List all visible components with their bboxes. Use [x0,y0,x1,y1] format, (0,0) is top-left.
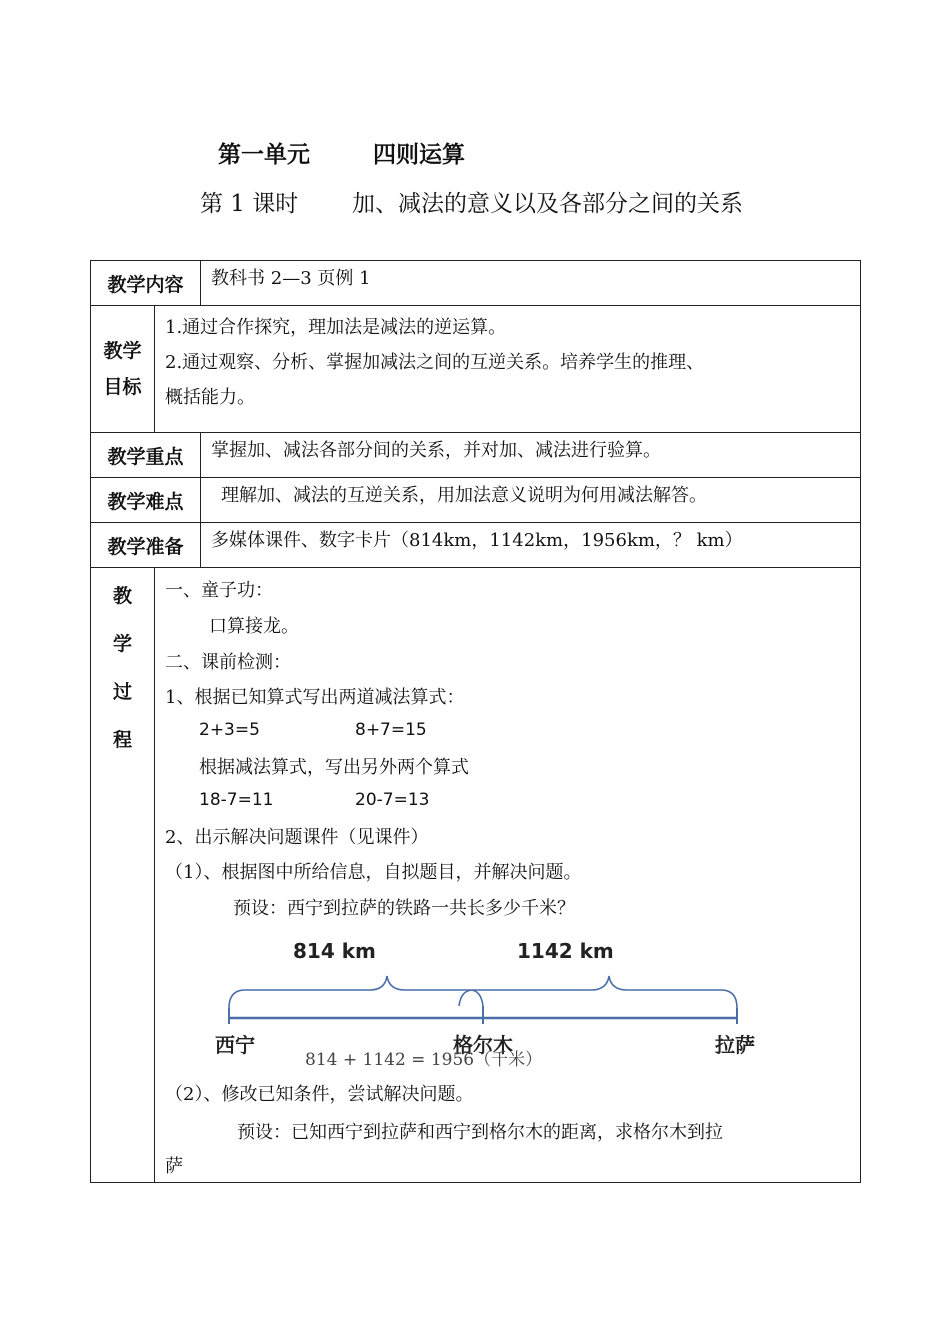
prep-value: 多媒体课件、数字卡片（814km，1142km，1956km，？ km） [201,523,861,568]
equation: 18-7=11 [199,790,274,810]
process-label-char: 程 [112,729,132,751]
prep-label: 教学准备 [91,523,201,568]
goal-line: 概括能力。 [165,387,255,408]
process-label [91,568,155,1183]
equation: 2+3=5 [199,720,260,740]
equation: 20-7=13 [355,790,430,810]
row-prep [91,523,861,568]
segment-2-label: 1142 km [517,939,614,963]
question-1: 1、根据已知算式写出两道减法算式： [165,687,465,708]
preset-2-cont: 萨 [165,1156,183,1177]
row-content [91,261,861,306]
goals-label-line2: 目标 [103,376,142,398]
difficulty-label: 教学难点 [91,478,201,523]
station-start: 西宁 [215,1033,255,1057]
warmup-item: 口算接龙。 [209,616,299,637]
preset-1: 预设：西宁到拉萨的铁路一共长多少千米？ [233,898,575,919]
equation: 8+7=15 [355,720,427,740]
lesson-plan-table [90,260,861,1183]
brace-segment-1 [229,976,483,1008]
row-difficulty [91,478,861,523]
section-warmup: 一、童子功： [165,580,273,601]
brace-segment-2 [459,976,737,1008]
row-goals [91,306,861,433]
question-2: 2、出示解决问题课件（见课件） [165,827,429,848]
lesson-number: 第 1 课时 [200,191,299,217]
goal-line: 1.通过合作探究，理加法是减法的逆运算。 [165,317,507,338]
process-content [155,568,861,1183]
segment-1-label: 814 km [293,939,376,963]
partial-formula [305,1050,565,1070]
section-precheck: 二、课前检测： [165,652,291,673]
key-label: 教学重点 [91,433,201,478]
question-1b: 根据减法算式，写出另外两个算式 [199,757,469,778]
row-process [91,568,861,1183]
process-label-char: 过 [112,681,132,703]
preset-2: 预设：已知西宁到拉萨和西宁到格尔木的距离，求格尔木到拉 [237,1122,723,1143]
content-value: 教科书 2—3 页例 1 [201,261,861,306]
partial-formula-text: 814 + 1142 = 1956（千米） [305,1050,543,1070]
question-2b: （2）、修改已知条件，尝试解决问题。 [165,1084,474,1105]
difficulty-value: 理解加、减法的互逆关系，用加法意义说明为何用减法解答。 [201,478,861,523]
content-label: 教学内容 [91,261,201,306]
lesson-topic: 加、减法的意义以及各部分之间的关系 [352,191,743,217]
process-label-char: 学 [112,633,132,655]
row-key [91,433,861,478]
unit-number: 第一单元 [218,142,310,168]
process-label-char: 教 [112,585,132,607]
key-value: 掌握加、减法各部分间的关系，并对加、减法进行验算。 [201,433,861,478]
goals-label-line1: 教学 [103,340,142,362]
unit-topic: 四则运算 [373,142,465,168]
question-2a: （1）、根据图中所给信息，自拟题目，并解决问题。 [165,862,582,883]
goals-label [91,306,155,433]
station-mid: 格尔木 [453,1033,513,1057]
station-end: 拉萨 [715,1033,755,1057]
goal-line: 2.通过观察、分析、掌握加减法之间的互逆关系。培养学生的推理、 [165,352,705,373]
goals-value [155,306,861,433]
